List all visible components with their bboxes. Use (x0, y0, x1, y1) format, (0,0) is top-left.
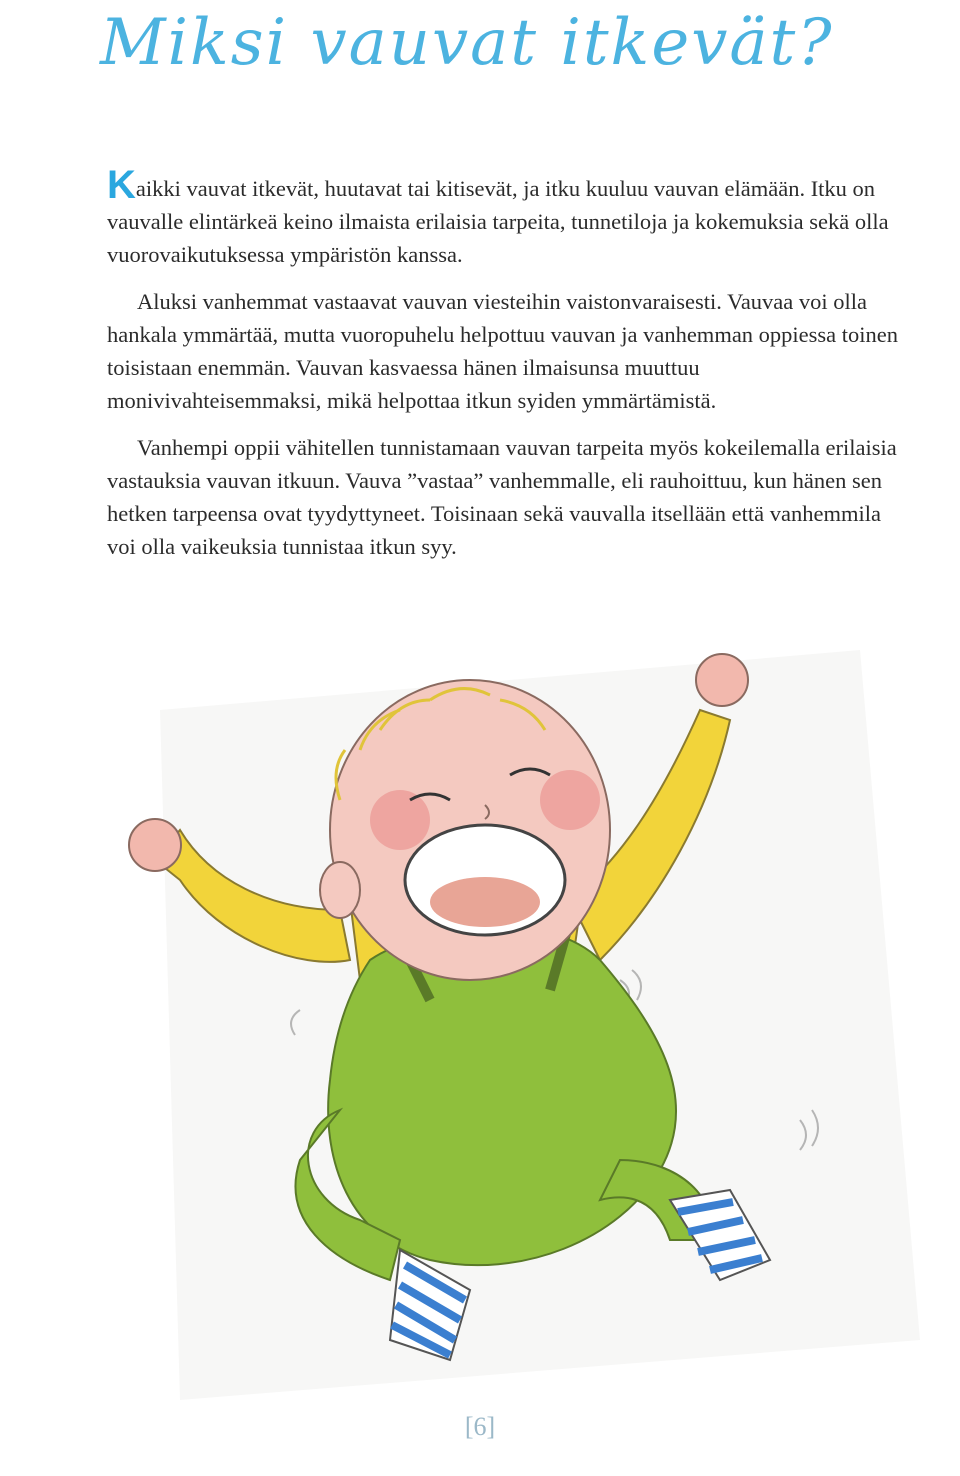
drop-cap: K (107, 163, 136, 207)
paragraph-3: Vanhempi oppii vähitellen tunnistamaan vauvan tarpeita myös kokeilemalla erilaisia vastauksia vauvan itkuun. Vauva ”vastaa” vanhemmalle, eli rauhoittuu, kun hänen sen hetken tarpeensa ovat tyydyttyneet. Toisinaan sekä vauvalla itsellään että vanhemmila voi olla vaikeuksia tunnistaa itkun syy. (107, 435, 897, 559)
paragraph-1 (107, 163, 907, 271)
paragraph-1-text: aikki vauvat itkevät, huutavat tai kitisevät, ja itku kuuluu vauvan elämään. Itku on vauvalle elintärkeä keino ilmaista erilaisia tarpeita, tunnetiloja ja kokemuksia sekä olla vuorovaikutuksessa ympäristön kanssa. (107, 176, 889, 267)
body-text (107, 163, 907, 577)
page-title: Miksi vauvat itkevät? (100, 6, 834, 80)
page-number: [6] (464, 1412, 496, 1441)
crying-baby-illustration (100, 640, 930, 1400)
paragraph-2: Aluksi vanhemmat vastaavat vauvan viesteihin vaistonvaraisesti. Vauvaa voi olla hankala ymmärtää, mutta vuoropuhelu helpottuu vauvan ja vanhemman oppiessa toinen toisistaan enemmän. Vauvan kasvaessa hänen ilmaisunsa muuttuu monivivahteisemmaksi, mikä helpottaa itkun syiden ymmärtämistä. (107, 289, 899, 413)
